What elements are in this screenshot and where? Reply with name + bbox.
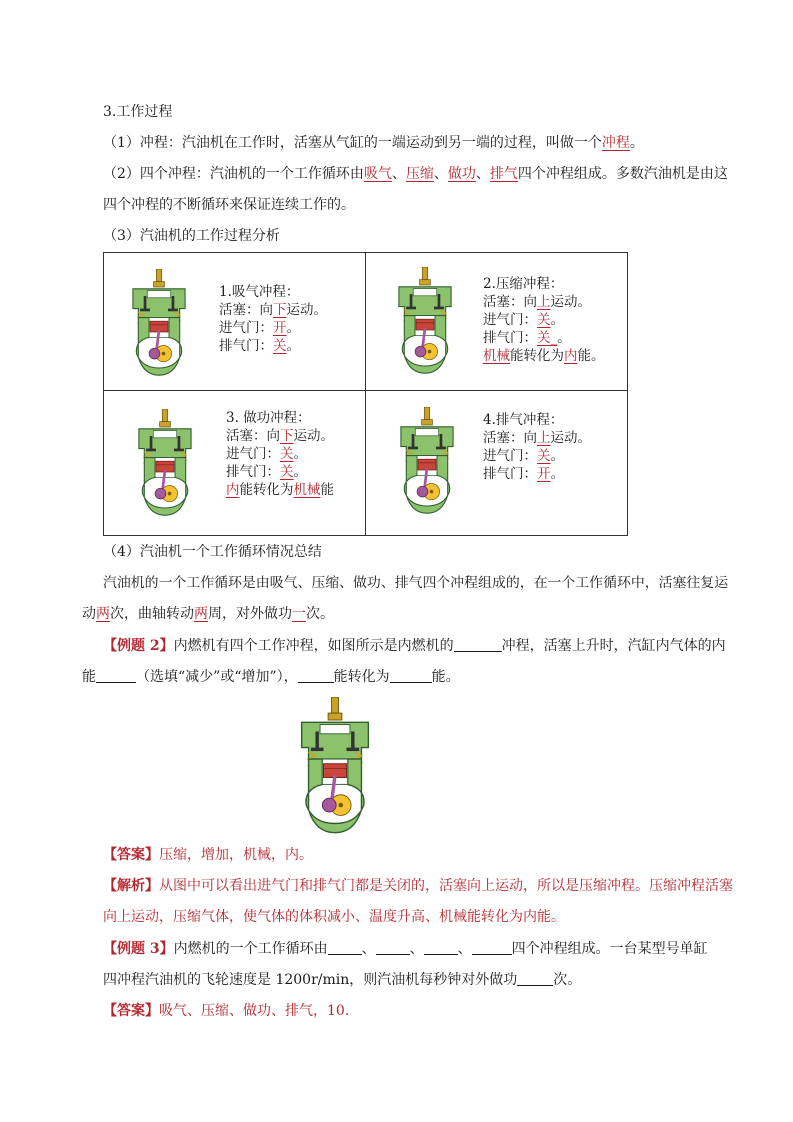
stroke-cell-intake — [104, 253, 366, 391]
piston-motion: 活塞：向下运动。 — [219, 302, 327, 318]
stroke-title: 1.吸气冲程： — [219, 284, 300, 300]
engine-example-diagram — [296, 697, 374, 835]
paragraph-summary-heading: （4）汽油机一个工作循环情况总结 — [103, 544, 322, 560]
exhaust-valve: 排气门：关。 — [226, 464, 307, 480]
answer-blank — [517, 971, 553, 986]
exhaust-valve: 排气门：开。 — [483, 466, 564, 482]
example2-question-cont: 能 （选填“减少”或“增加”）， 能转化为 能。 — [82, 669, 460, 685]
example3-question: 【例题 3】内燃机的一个工作循环由 、 、 、 四个冲程组成。一台某型号单缸 — [103, 941, 708, 957]
energy-conversion: 内能转化为机械能 — [226, 482, 334, 498]
exhaust-valve: 排气门：关_。 — [483, 330, 571, 346]
energy-conversion: 机械能转化为内能。 — [483, 348, 605, 364]
intake-valve: 进气门：关。 — [483, 448, 564, 464]
example3-question-cont: 四冲程汽油机的飞轮速度是 1200r/min，则汽油机每秒钟对外做功 次。 — [103, 972, 582, 988]
piston-motion: 活塞：向上运动。 — [483, 294, 591, 310]
answer-blank — [298, 668, 334, 683]
example2-answer: 【答案】压缩，增加，机械，内。 — [103, 847, 313, 863]
engine-exhaust-diagram — [394, 407, 460, 515]
answer-blank — [376, 940, 410, 955]
paragraph-analysis-heading: （3）汽油机的工作过程分析 — [103, 228, 280, 244]
section-title: 3.工作过程 — [103, 104, 173, 120]
example3-answer: 【答案】吸气、压缩、做功、排气，10. — [103, 1003, 350, 1019]
paragraph-four-strokes-cont: 四个冲程的不断循环来保证连续工作的。 — [103, 197, 355, 213]
stroke-cell-compression — [366, 253, 628, 391]
answer-blank — [390, 668, 432, 683]
exhaust-valve: 排气门：关。 — [219, 338, 300, 354]
answer-blank — [472, 940, 512, 955]
stroke-title: 3. 做功冲程： — [226, 410, 311, 426]
piston-motion: 活塞：向下运动。 — [226, 428, 334, 444]
paragraph-stroke-definition: （1）冲程：汽油机在工作时，活塞从气缸的一端运动到另一端的过程，叫做一个冲程。 — [103, 135, 644, 151]
answer-blank — [96, 668, 136, 683]
answer-blank — [328, 940, 362, 955]
answer-blank — [454, 637, 502, 652]
piston-motion: 活塞：向上运动。 — [483, 430, 591, 446]
paragraph-summary: 汽油机的一个工作循环是由吸气、压缩、做功、排气四个冲程组成的，在一个工作循环中，活塞往复运 — [103, 575, 729, 591]
strokes-table — [103, 252, 628, 536]
stroke-title: 2.压缩冲程： — [483, 276, 564, 292]
example2-analysis: 【解析】从图中可以看出进气门和排气门都是关闭的，活塞向上运动，所以是压缩冲程。压缩冲程活塞 — [103, 878, 733, 894]
engine-compression-diagram — [392, 267, 458, 375]
paragraph-four-strokes: （2）四个冲程：汽油机的一个工作循环由吸气、压缩、做功、排气四个冲程组成。多数汽油机是由这 — [103, 166, 728, 182]
answer-blank — [424, 940, 458, 955]
engine-intake-diagram — [126, 269, 192, 377]
engine-power-diagram — [132, 409, 198, 517]
intake-valve: 进气门：开。 — [219, 320, 300, 336]
stroke-title: 4.排气冲程： — [483, 412, 564, 428]
intake-valve: 进气门：关。 — [226, 446, 307, 462]
stroke-cell-power — [104, 391, 366, 536]
example2-analysis-cont: 向上运动，压缩气体，使气体的体积减小、温度升高、机械能转化为内能。 — [103, 909, 565, 925]
intake-valve: 进气门：关。 — [483, 312, 564, 328]
stroke-cell-exhaust — [366, 391, 628, 536]
example2-question: 【例题 2】内燃机有四个工作冲程，如图所示是内燃机的 冲程，活塞上升时，汽缸内气体的内 — [103, 638, 726, 654]
paragraph-summary-cont: 动两次，曲轴转动两周，对外做功一次。 — [82, 606, 334, 622]
